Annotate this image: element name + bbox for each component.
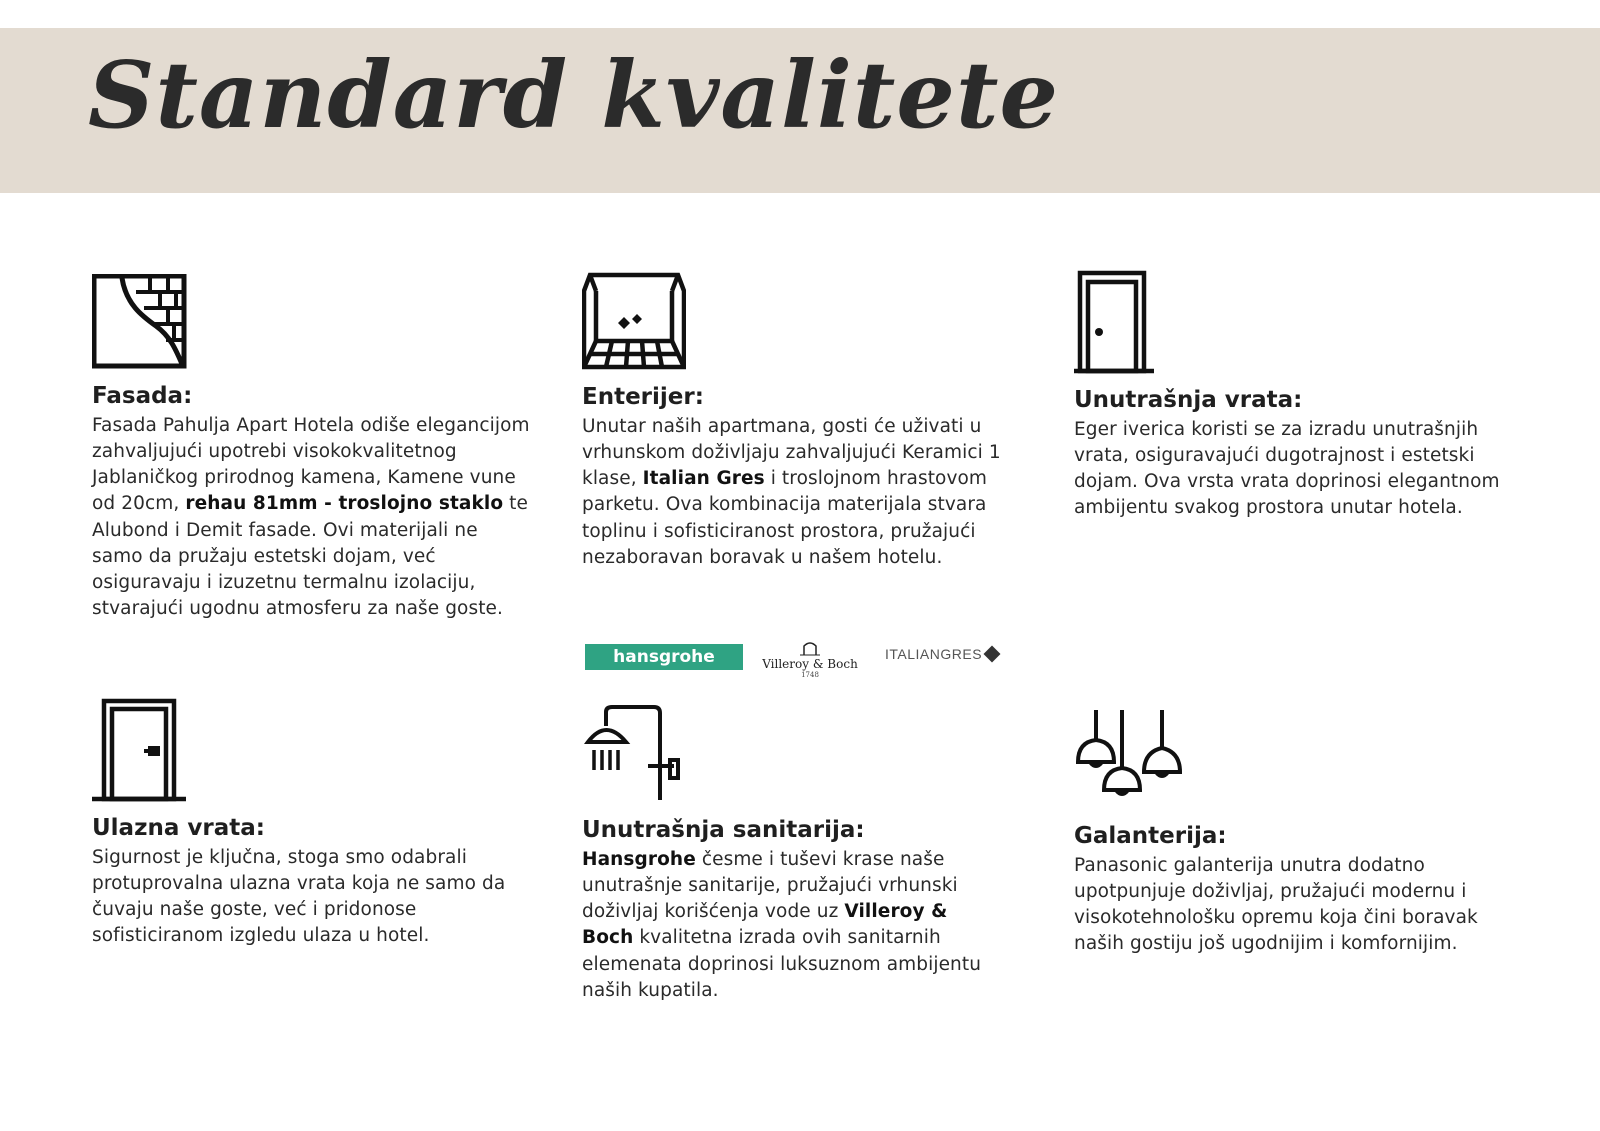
section-title: Fasada: xyxy=(92,383,193,409)
italiangres-logo xyxy=(885,646,998,662)
section-title: Unutrašnja sanitarija: xyxy=(582,817,865,843)
villeroy-crest-icon xyxy=(800,640,820,656)
partner-logos xyxy=(585,640,1015,690)
italiangres-name: ITALIANGRES xyxy=(885,646,983,662)
brick-wall-icon xyxy=(92,274,188,370)
section-title: Galanterija: xyxy=(1074,823,1227,849)
section-unutrasnja-vrata xyxy=(1074,270,1514,522)
section-sanitarija xyxy=(582,704,1002,1004)
villeroy-boch-year: 1748 xyxy=(801,671,819,679)
section-enterijer xyxy=(582,271,1002,571)
villeroy-boch-name: Villeroy & Boch xyxy=(762,657,858,671)
section-title: Enterijer: xyxy=(582,384,704,410)
page-title: Standard kvalitete xyxy=(88,41,1059,149)
section-title: Unutrašnja vrata: xyxy=(1074,387,1303,413)
entrance-door-icon xyxy=(92,698,188,802)
diamond-icon xyxy=(984,646,1001,663)
section-text: Eger iverica koristi se za izradu unutrašnjih vrata, osiguravajući dugotrajnost i estetski dojam. Ova vrsta vrata doprinosi elegantnom ambijentu svakog prostora unutar hotela. xyxy=(1074,418,1500,519)
section-text: Panasonic galanterija unutra dodatno upotpunjuje doživljaj, pružajući modernu i visokotehnološku opremu koja čini boravak naših gostiju još ugodnijim i komfornijim. xyxy=(1074,854,1478,955)
interior-door-icon xyxy=(1074,270,1160,374)
section-fasada xyxy=(92,274,532,622)
villeroy-boch-logo xyxy=(760,640,860,690)
section-text: Fasada Pahulja Apart Hotela odiše elegancijom zahvaljujući upotrebi visokokvalitetnog Jablaničkog prirodnog kamena, Kamene vune od 20cm, rehau 81mm - troslojno staklo te Alubond i Demit fasade. Ovi materijali ne samo da pružaju estetski dojam, već osiguravaju i izuzetnu termalnu izolaciju, stvarajući ugodnu atmosferu za naše goste. xyxy=(92,414,530,620)
section-ulazna-vrata xyxy=(92,698,532,950)
hansgrohe-logo: hansgrohe xyxy=(585,644,743,670)
section-title: Ulazna vrata: xyxy=(92,815,265,841)
section-galanterija xyxy=(1074,710,1514,958)
section-text: Hansgrohe česme i tuševi krase naše unutrašnje sanitarije, pružajući vrhunski doživljaj korišćenja vode uz Villeroy & Boch kvalitetna izrada ovih sanitarnih elemenata doprinosi luksuznom ambijentu naših kupatila. xyxy=(582,848,982,1001)
interior-room-icon xyxy=(582,271,686,371)
section-text: Sigurnost je ključna, stoga smo odabrali protuprovalna ulazna vrata koja ne samo da čuvaju naše goste, već i pridonose sofisticiranom izgledu ulaza u hotel. xyxy=(92,846,506,947)
pendant-lamps-icon xyxy=(1074,710,1194,810)
shower-icon xyxy=(582,704,682,804)
section-text: Unutar naših apartmana, gosti će uživati u vrhunskom doživljaju zahvaljujući Keramici 1 klase, Italian Gres i troslojnom hrastovom parketu. Ova kombinacija materijala stvara toplinu i sofisticiranost prostora, pružajući nezaboravan boravak u našem hotelu. xyxy=(582,415,1001,568)
